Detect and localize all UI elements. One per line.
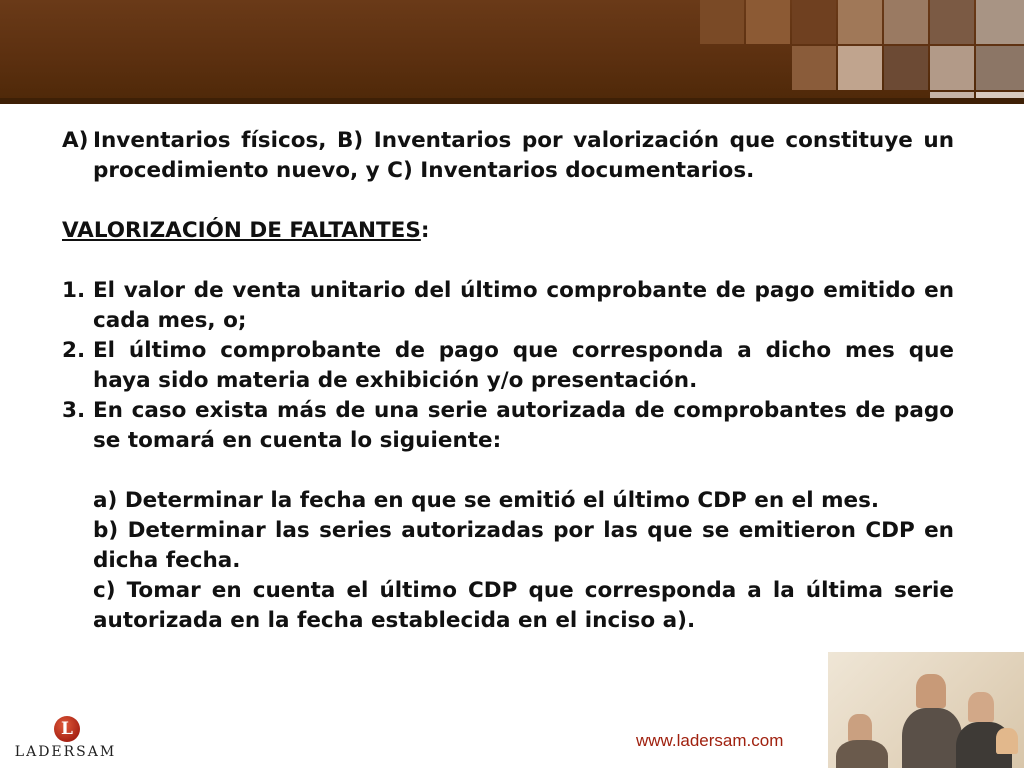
- header-shadow: [0, 98, 1024, 104]
- list-item: [62, 396, 954, 456]
- sub-item: b) Determinar las series autorizadas por las que se emitieron CDP en dicha fecha.: [93, 518, 954, 573]
- list-item-number: 2.: [62, 338, 86, 363]
- decor-tile: [792, 0, 836, 44]
- intro-paragraph: [62, 126, 954, 186]
- sub-item: c) Tomar en cuenta el último CDP que corresponda a la última serie autorizada en la fecha establecida en el inciso a).: [93, 578, 954, 633]
- sub-item: a) Determinar la fecha en que se emitió el último CDP en el mes.: [93, 488, 880, 513]
- list-item-number: 1.: [62, 278, 86, 303]
- photo-figure: [968, 692, 994, 722]
- photo-figure: [836, 740, 888, 768]
- list-item-number: 3.: [62, 398, 86, 423]
- intro-text: Inventarios físicos, B) Inventarios por valorización que constituye un procedimiento nuevo, y C) Inventarios documentarios.: [93, 128, 954, 183]
- list-item: [62, 276, 954, 336]
- decor-tile: [884, 46, 928, 90]
- section-title-suffix: :: [420, 218, 430, 243]
- website-link[interactable]: www.ladersam.com: [636, 731, 784, 750]
- logo-emblem: L: [54, 716, 80, 742]
- photo-figure: [848, 714, 872, 742]
- header-band: [0, 0, 1024, 104]
- section-heading: [62, 216, 954, 246]
- decor-tile: [838, 0, 882, 44]
- decor-tile: [930, 46, 974, 90]
- list-item-text: En caso exista más de una serie autorizada de comprobantes de pago se tomará en cuenta lo siguiente:: [93, 398, 954, 453]
- business-people-photo: [828, 652, 1024, 768]
- decor-tile: [976, 0, 1024, 44]
- logo-wordmark: LADERSAM: [14, 744, 117, 760]
- photo-figure: [916, 674, 946, 708]
- decor-tile: [792, 46, 836, 90]
- intro-label: A): [62, 128, 89, 153]
- list-item-text: El valor de venta unitario del último comprobante de pago emitido en cada mes, o;: [93, 278, 954, 333]
- decor-tile: [884, 0, 928, 44]
- photo-figure: [902, 708, 962, 768]
- sub-list: [62, 486, 954, 636]
- list-item: [62, 336, 954, 396]
- ladersam-logo: [8, 716, 123, 764]
- list-item-text: El último comprobante de pago que corresponda a dicho mes que haya sido materia de exhibición y/o presentación.: [93, 338, 954, 393]
- slide-content: [62, 126, 954, 636]
- section-title: VALORIZACIÓN DE FALTANTES: [62, 218, 421, 243]
- decor-tile: [930, 0, 974, 44]
- decor-tile: [838, 46, 882, 90]
- photo-figure: [996, 728, 1018, 754]
- decor-tile: [700, 0, 744, 44]
- decor-tile: [746, 0, 790, 44]
- decor-tile: [976, 46, 1024, 90]
- numbered-list: [62, 276, 954, 456]
